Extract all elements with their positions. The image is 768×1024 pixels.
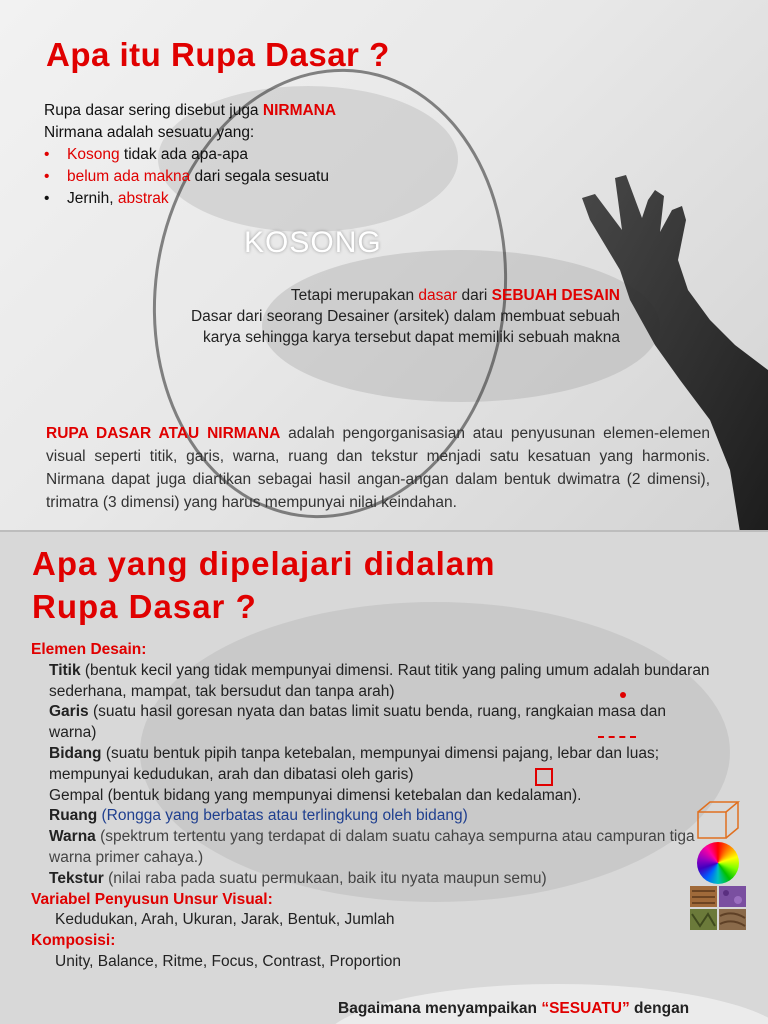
elemen-item-bidang [31, 744, 711, 786]
elemen-term: Warna [49, 828, 96, 846]
elemen-term: Titik [49, 661, 81, 679]
elemen-heading: Elemen Desain: [31, 641, 147, 658]
elemen-term: Bidang [49, 744, 102, 762]
bullet-marker: • [44, 168, 50, 185]
definition-text: adalah pengorganisasian atau penyusunan elemen-elemen visual seperti titik, garis, warna, ruang dan tekstur menjadi satu kesatuan yang harmonis. Nirmana dapat juga diartikan sebagai hasil angan-angan dalam bentuk dwimatra (2 dimensi), trimatra (3 dimensi) yang harus mempunyai nilai keindahan. [46, 425, 710, 511]
bullet-marker: • [44, 146, 50, 163]
texture-swatches-icon [690, 886, 746, 930]
elemen-item-ruang [31, 806, 711, 827]
titik-dot-icon [620, 692, 626, 698]
bullet-highlight: belum ada makna [67, 168, 191, 185]
intro-bullet-list [44, 144, 336, 210]
elemen-desc: (bentuk kecil yang tidak mempunyai dimensi. Raut titik yang paling umum adalah bundaran sederhana, mampat, tak bersudut dan tanpa arah) [49, 661, 710, 700]
tetapi-line-1 [100, 285, 620, 306]
bullet-highlight: Kosong [67, 146, 120, 163]
intro-line-1-prefix: Rupa dasar sering disebut juga [44, 102, 263, 119]
tetapi-text [100, 285, 620, 348]
slide-2-title [32, 542, 632, 628]
variabel-heading: Variabel Penyusun Unsur Visual: [31, 890, 273, 908]
elemen-item-warna [31, 827, 711, 869]
bottom-prefix: Bagaimana menyampaikan [338, 1000, 542, 1017]
bidang-square-icon [535, 768, 553, 786]
bullet-text: Jernih, [67, 190, 118, 207]
slide-2-title-line-1: Apa yang dipelajari didalam [32, 545, 496, 582]
komposisi-text: Unity, Balance, Ritme, Focus, Contrast, Proportion [55, 952, 402, 970]
elemen-item-titik [31, 661, 711, 703]
elemen-item-gempal [31, 786, 711, 807]
slide-2-title-line-2: Rupa Dasar ? [32, 588, 257, 625]
elemen-desc: (suatu bentuk pipih tanpa ketebalan, mempunyai dimensi pajang, lebar dan luas; mempunyai kedudukan, arah dan dibatasi oleh garis) [49, 744, 660, 783]
definition-paragraph [46, 422, 710, 514]
elemen-term: Ruang [49, 807, 98, 825]
elemen-desc: (spektrum tertentu yang terdapat di dalam suatu cahaya sempurna atau campuran tiga warna primer cahaya.) [49, 828, 695, 866]
sebuah-desain-highlight: SEBUAH DESAIN [491, 287, 620, 304]
kosong-label: KOSONG [244, 226, 382, 259]
tetapi-line-2: Dasar dari seorang Desainer (arsitek) dalam membuat sebuah [190, 308, 620, 325]
variabel-text: Kedudukan, Arah, Ukuran, Jarak, Bentuk, Jumlah [55, 911, 395, 929]
elemen-term: Garis [49, 703, 89, 721]
bullet-marker: • [44, 190, 50, 207]
bullet-text: dari segala sesuatu [190, 168, 329, 185]
tetapi-prefix: Tetapi merupakan [290, 287, 419, 304]
definition-highlight: RUPA DASAR ATAU NIRMANA [46, 425, 281, 442]
slide-1-title: Apa itu Rupa Dasar ? [46, 36, 390, 73]
bullet-item [44, 188, 336, 210]
sesuatu-highlight: “SESUATU” [541, 1000, 630, 1017]
elemen-item-tekstur [31, 869, 711, 890]
elemen-desc: (nilai raba pada suatu permukaan, baik itu nyata maupun semu) [103, 869, 547, 887]
bottom-question [338, 1000, 689, 1018]
intro-text [44, 100, 336, 210]
tetapi-mid: dari [457, 287, 492, 304]
bullet-highlight: abstrak [117, 190, 169, 207]
garis-dashes-icon [598, 736, 636, 738]
dasar-highlight: dasar [418, 287, 458, 304]
elemen-desc: (suatu hasil goresan nyata dan batas limit suatu benda, ruang, rangkaian masa dan warna) [49, 703, 666, 742]
intro-line-2: Nirmana adalah sesuatu yang: [44, 124, 255, 141]
gempal-cube-icon [696, 800, 742, 840]
intro-line-1 [44, 100, 336, 122]
komposisi-heading: Komposisi: [31, 932, 116, 950]
elemen-term: Tekstur [49, 869, 104, 887]
elemen-desc: Gempal (bentuk bidang yang mempunyai dimensi ketebalan dan kedalaman). [49, 786, 582, 804]
tetapi-line-3: karya sehingga karya tersebut dapat memiliki sebuah makna [202, 329, 620, 346]
bullet-item [44, 166, 336, 188]
elemen-desc: (Rongga yang berbatas atau terlingkung oleh bidang) [97, 807, 468, 825]
slide-2-content [31, 640, 711, 973]
bullet-text: tidak ada apa-apa [119, 146, 248, 163]
bottom-suffix: dengan [629, 1000, 690, 1017]
color-wheel-icon [697, 842, 739, 884]
bullet-item [44, 144, 336, 166]
nirmana-highlight: NIRMANA [262, 102, 337, 119]
